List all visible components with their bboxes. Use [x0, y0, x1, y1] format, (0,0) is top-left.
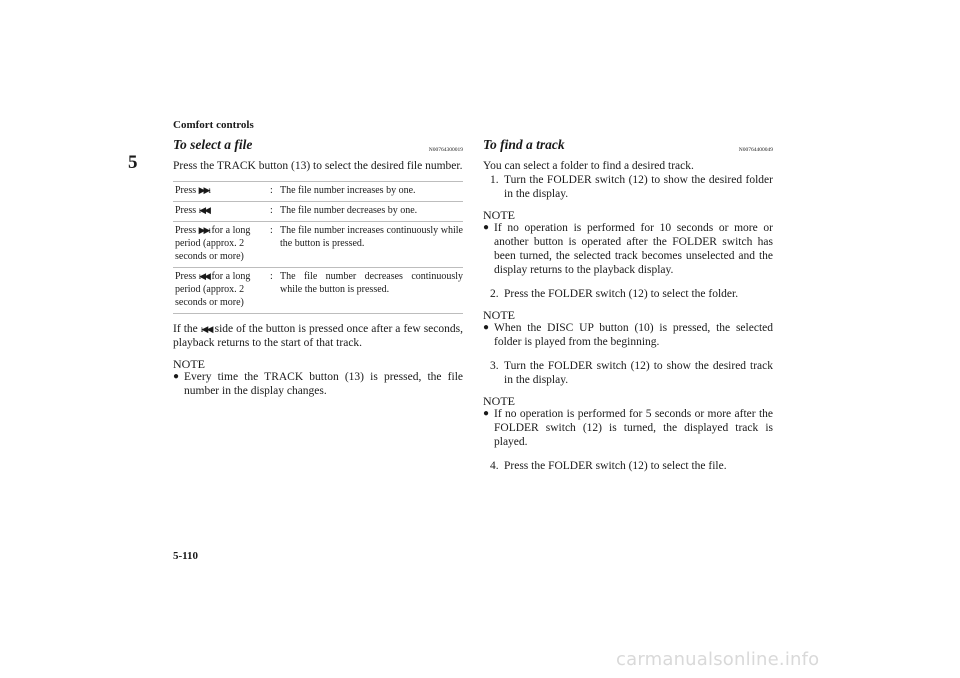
playback-note-text: If the ı◀◀ side of the button is pressed once after a few seconds, playback returns to the start of that track. [173, 323, 463, 349]
note-text: When the DISC UP button (10) is pressed, the selected folder is played from the beginning. [494, 322, 773, 348]
note-item [483, 221, 773, 277]
action-cell: Press ▶▶ı for a long period (approx. 2 seconds or more) [175, 225, 251, 262]
section-heading-find-track: To find a track [483, 137, 565, 152]
heading-row [483, 138, 773, 156]
step-number: 4. [490, 460, 499, 472]
note-item [483, 407, 773, 449]
step-text: Press the FOLDER switch (12) to select the file. [504, 460, 727, 472]
step-item [483, 287, 773, 301]
action-cell: Press ı◀◀ for a long period (approx. 2 seconds or more) [175, 271, 251, 308]
step-text: Press the FOLDER switch (12) to select the folder. [504, 288, 739, 300]
heading-row [173, 138, 463, 156]
previous-track-icon: ı◀◀ [200, 324, 212, 334]
table-row [173, 268, 463, 314]
note-label: NOTE [483, 208, 515, 222]
result-cell: The file number decreases by one. [280, 205, 418, 216]
next-track-icon: ▶▶ı [198, 225, 209, 235]
page-number: 5-110 [173, 550, 199, 562]
previous-track-icon: ı◀◀ [198, 205, 209, 215]
right-column [483, 138, 773, 473]
intro-text: You can select a folder to find a desired track. [483, 160, 694, 172]
intro-text: Press the TRACK button (13) to select the desired file number. [173, 160, 463, 172]
chapter-number: 5 [128, 152, 138, 173]
table-row [173, 182, 463, 202]
step-number: 3. [490, 360, 499, 372]
note-text: Every time the TRACK button (13) is pressed, the file number in the display changes. [184, 371, 463, 397]
action-cell: Press ▶▶ı [175, 185, 209, 196]
result-cell: The file number decreases continuously while the button is pressed. [280, 271, 463, 295]
previous-track-icon: ı◀◀ [198, 271, 209, 281]
reference-code: N00764300019 [428, 147, 463, 153]
colon: : [270, 185, 273, 196]
step-item [483, 459, 773, 473]
step-text: Turn the FOLDER switch (12) to show the desired folder in the display. [504, 174, 773, 200]
bullet-icon: ● [173, 371, 180, 382]
result-cell: The file number increases by one. [280, 185, 416, 196]
colon: : [270, 225, 273, 236]
next-track-icon: ▶▶ı [198, 185, 209, 195]
step-number: 2. [490, 288, 499, 300]
note-item [173, 370, 463, 398]
note-label: NOTE [483, 308, 515, 322]
table-row [173, 202, 463, 222]
section-header: Comfort controls [173, 119, 254, 131]
reference-code: N00764400049 [738, 147, 773, 153]
bullet-icon: ● [483, 408, 490, 419]
step-item [483, 173, 773, 201]
note-text: If no operation is performed for 10 seconds or more or another button is operated after the FOLDER switch has been turned, the selected track becomes unselected and the display returns to the playback display. [494, 222, 773, 276]
note-label: NOTE [483, 394, 515, 408]
step-item [483, 359, 773, 387]
action-cell: Press ı◀◀ [175, 205, 209, 216]
table-row [173, 222, 463, 268]
colon: : [270, 205, 273, 216]
watermark: carmanualsonline.info [616, 649, 820, 670]
bullet-icon: ● [483, 222, 490, 233]
section-heading-select-file: To select a file [173, 137, 253, 152]
left-column [173, 138, 463, 398]
button-action-table [173, 181, 463, 314]
colon: : [270, 271, 273, 282]
step-number: 1. [490, 174, 499, 186]
result-cell: The file number increases continuously while the button is pressed. [280, 225, 463, 249]
note-item [483, 321, 773, 349]
note-label: NOTE [173, 357, 205, 371]
step-text: Turn the FOLDER switch (12) to show the desired track in the display. [504, 360, 773, 386]
note-text: If no operation is performed for 5 seconds or more after the FOLDER switch (12) is turned, the displayed track is played. [494, 408, 773, 448]
bullet-icon: ● [483, 322, 490, 333]
